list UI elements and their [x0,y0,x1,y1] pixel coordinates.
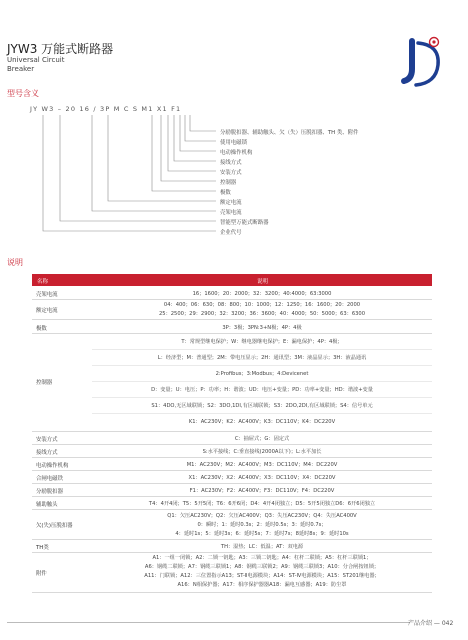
model-desc-3: 接线方式 [220,160,242,166]
page-title: JYW3 万能式断路器 [7,42,114,56]
footer-divider [7,622,410,623]
table-row-undervoltage-release [32,509,432,540]
model-desc-9: 智能型万能式断路器 [220,220,269,226]
model-desc-0: 分励脱扣器、辅助触头、欠（失）压脱扣器、TH 类、附件 [220,130,359,136]
row-value: A6：钢缆二联锁；A7：钢缆三联锁1；A8：钢缆三联锁2；A9：钢缆三联锁3；A10：分合闸按钮锁； [144,564,380,570]
model-desc-4: 安装方式 [220,170,242,176]
model-desc-1: 使用电磁锁 [220,140,247,146]
row-value: 0：瞬时；1：延时0.3s；2：延时0.5s；3：延时0.7s； [197,522,327,528]
table-row-accessories [32,552,432,593]
row-label: 壳架电流 [36,292,58,298]
row-value: M1：AC230V；M2：AC400V；M3：DC110V；M4：DC220V [186,462,338,468]
table-row-aux-contacts [32,496,432,510]
table-row-wiring [32,444,432,458]
row-label: 安装方式 [36,437,58,443]
table-row-shunt-release [32,483,432,497]
table-row-frame-current [32,286,432,300]
row-label: 极数 [36,326,47,332]
table-row-th-type [32,539,432,553]
row-label: TH类 [36,545,49,551]
subtitle-line-1: Universal Circuit [7,56,65,64]
model-code: JY W3 – 20 16 / 3P M C S M1 X1 F1 [30,105,182,113]
row-value: F1：AC230V；F2：AC400V；F3：DC110V；F4：DC220V [189,488,335,494]
row-label: 额定电流 [36,308,58,314]
row-value: 25：2500；29：2900；32：3200；36：3600；40：4000；50：5000；63：6300 [158,311,366,317]
row-label: 接线方式 [36,450,58,456]
row-value: D：变量；U：电压；P：功率；H：谐波；UD：电压+变量；PD：功率+变量；HD：谐波+变量 [151,387,373,393]
row-value: A1：一组一闭锁；A2：二锁一钥匙；A3：三锁二钥匙；A4：杠杆二联锁；A5：杠杆三联锁1； [152,555,372,561]
row-value: S1：4DO,无区域联锁；S2：3DO,1DI,有区域联锁；S3：2DO,2DI,有区域联锁；S4：信号单元 [151,403,373,409]
row-value: 3P：3极；3PN:3+N极；4P：4极 [222,325,302,331]
section-title-model: 型号含义 [7,89,39,98]
row-value: C：抽屉式；G：固定式 [234,436,290,442]
row-value: A11：门联锁；A12：三位置指示A13；ST-Ⅱ电源模块；A14：ST-Ⅳ电源模块；A15：ST201继电器； [144,573,380,579]
row-label: 欠(失)压脱扣器 [36,523,73,529]
table-row-rated-current [32,299,432,320]
row-label: 分励脱扣器 [36,489,63,495]
header-desc: 说明 [257,279,269,285]
row-label: 控制器 [36,380,53,386]
row-value: TH：湿热；LC：低温；AT：双电源 [220,544,304,550]
row-value: K1：AC230V；K2：AC400V；K3：DC110V；K4：DC220V [188,419,336,425]
row-label: 辅助触头 [36,502,58,508]
model-desc-10: 企业代号 [220,230,242,236]
row-value: 04：400；06：630；08：800；10：1000；12：1250；16：1600；20：2000 [163,302,361,308]
row-value: L：经济型；M：普通型；2M：带电压显示；2H：通讯型；3M：液晶显示；3H：液晶通讯 [157,355,367,361]
row-value: 4：延时1s；5：延时3s；6：延时5s；7：延时7s；8延时8s；9：延时10s [175,531,349,537]
row-value: 2:Profibus；3:Modbus；4:Devicenet [215,371,309,377]
model-desc-7: 额定电流 [220,200,242,206]
table-row-motor-operator [32,457,432,471]
row-value: Q1：欠压AC230V；Q2：欠压AC400V；Q3：失压AC230V；Q4：失压AC400V [167,513,357,519]
row-label: 附件 [36,571,47,577]
row-value: 16；1600；20：2000；32：3200；40:4000；63:3000 [192,291,332,297]
spec-table-header [32,274,432,286]
row-value: T4：4开4闭；T5：5开5闭；T6：6开6闭；D4：4开4闭独立；D5：5开5闭独立D6：6开6闭独立 [148,501,376,507]
subtitle-line-2: Breaker [7,65,35,73]
section-title-spec: 说明 [7,258,23,267]
table-row-closing-magnet [32,470,432,484]
table-row-controller [32,333,432,432]
model-desc-8: 壳架电流 [220,210,242,216]
header-name: 名称 [37,279,49,285]
row-value: S:水平接线；C:垂直接线(2000A以下)；L:水平加长 [202,449,322,455]
model-desc-5: 控制器 [220,180,237,186]
row-value: T：常规型继电保护；W：继电器继电保护；E：漏电保护；4P：4极； [181,339,343,345]
table-row-poles [32,319,432,334]
model-desc-2: 电动操作机构 [220,150,253,156]
row-label: 合闸电磁铁 [36,476,63,482]
page-footer: 产品介绍 — 042 [408,620,454,627]
row-value: X1：AC230V；X2：AC400V；X3：DC110V；X4：DC220V [188,475,336,481]
row-value: A16：N相保护器；A17：相序保护器器A18：漏电互感器；A19：防尘罩 [177,582,347,588]
table-row-mounting [32,431,432,445]
row-label: 电动操作机构 [36,463,69,469]
model-desc-6: 极数 [220,190,231,196]
